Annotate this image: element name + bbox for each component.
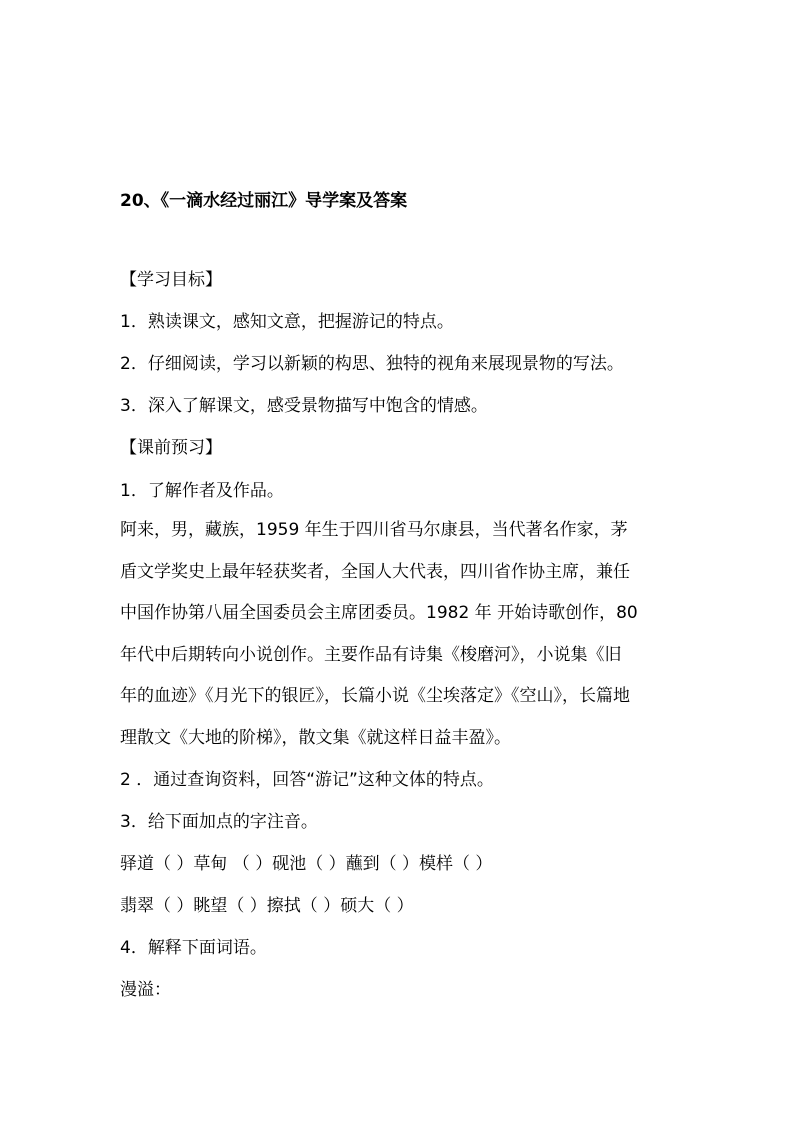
preview-item-4: 4．解释下面词语。	[120, 938, 267, 958]
preview-item-1: 1．了解作者及作品。	[120, 481, 284, 501]
pinyin-row-1: 驿道（ ）草甸 （ ）砚池（ ）蘸到（ ）模样（ ）	[120, 854, 493, 874]
section-heading-preview: 【课前预习】	[120, 438, 222, 458]
author-paragraph-line: 理散文《大地的阶梯》，散文集《就这样日益丰盈》。	[120, 727, 511, 748]
goal-item-3: 3．深入了解课文，感受景物描写中饱含的情感。	[120, 396, 488, 416]
goal-item-1: 1．熟读课文，感知文意，把握游记的特点。	[120, 312, 454, 332]
term-item-1: 漫溢：	[120, 980, 171, 1000]
author-paragraph-line: 年的血迹》《月光下的银匠》，长篇小说《尘埃落定》《空山》，长篇地	[120, 686, 630, 706]
preview-item-2: 2 ．通过查询资料，回答“游记”这种文体的特点。	[120, 770, 494, 790]
author-paragraph-line: 中国作协第八届全国委员会主席团委员。1982 年 开始诗歌创作，80	[120, 603, 638, 623]
goal-item-2: 2．仔细阅读，学习以新颖的构思、独特的视角来展现景物的写法。	[120, 354, 624, 374]
section-heading-goals: 【学习目标】	[120, 270, 222, 290]
page-title: 20、《一滴水经过丽江》导学案及答案	[120, 191, 408, 211]
author-paragraph	[120, 510, 680, 759]
author-paragraph-line: 盾文学奖史上最年轻获奖者，全国人大代表，四川省作协主席，兼任	[120, 561, 630, 582]
author-paragraph-line: 年代中后期转向小说创作。主要作品有诗集《梭磨河》，小说集《旧	[120, 644, 622, 665]
preview-item-3: 3．给下面加点的字注音。	[120, 812, 318, 832]
pinyin-row-2: 翡翠（ ）眺望（ ）擦拭（ ）硕大（ ）	[120, 896, 414, 916]
author-paragraph-line: 阿来，男，藏族，1959 年生于四川省马尔康县，当代著名作家，茅	[120, 520, 628, 540]
